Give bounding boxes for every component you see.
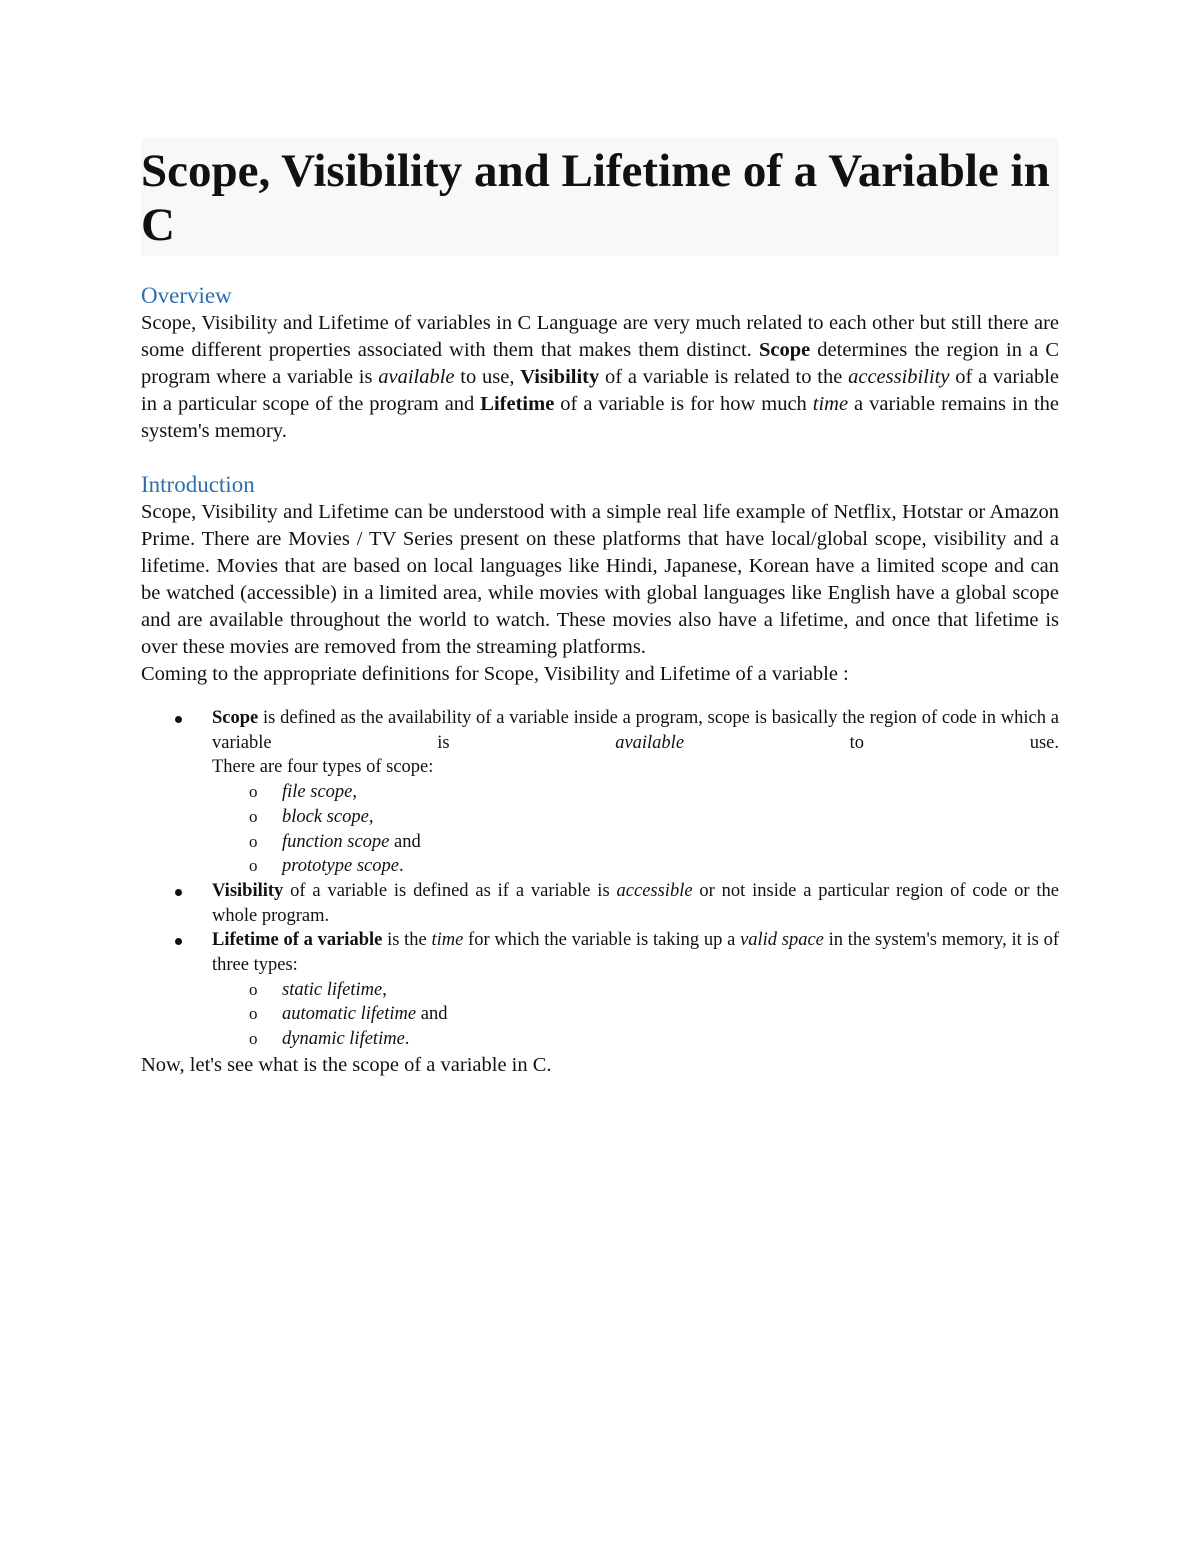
overview-text: of a variable in a particular scope of the program and (141, 366, 1059, 415)
scope-definition-term: Scope (212, 708, 259, 728)
lifetime-definition-text: is the (382, 930, 432, 951)
time-emphasis: time (812, 393, 849, 415)
document-page (141, 138, 1059, 1079)
overview-heading: Overview (141, 283, 232, 308)
lifetime-type-name: automatic lifetime (282, 1004, 417, 1025)
scope-type-name: function scope (282, 831, 390, 852)
list-item (282, 1002, 1059, 1027)
introduction-paragraph: Scope, Visibility and Lifetime can be understood with a simple real life example of Netflix, Hotstar or Amazon Prime. There are Movies / TV Series present on these platforms that have local/global scope, visibility and a lifetime. Movies that are based on local languages like Hindi, Japanese, Korean have a limited scope and can be watched (accessible) in a limited area, while movies with global languages like English have a global scope and are available throughout the world to watch. These movies also have a lifetime, and once that lifetime is over these movies are removed from the streaming platforms. (141, 501, 1059, 658)
list-item (282, 854, 1059, 879)
overview-text: Scope, Visibility and Lifetime of variables in C Language are very much related to each other but still there are some different properties associated with them that makes them distinct. (141, 312, 1059, 361)
list-item (282, 805, 1059, 830)
lifetime-definition-term: Lifetime of a variable (212, 930, 383, 951)
overview-text: of a variable is for how much (554, 393, 813, 415)
scope-type-name: prototype scope (282, 856, 399, 877)
scope-types-intro: There are four types of scope: (212, 757, 434, 778)
list-item (282, 978, 1059, 1003)
visibility-term: Visibility (520, 366, 600, 388)
scope-types-list (212, 780, 1059, 879)
list-item-visibility (212, 879, 1059, 928)
available-emphasis: available (378, 366, 455, 388)
lifetime-type-suffix: , (382, 979, 387, 1000)
lifetime-type-name: static lifetime (282, 979, 383, 1000)
lifetime-type-suffix: . (404, 1029, 410, 1050)
accessibility-emphasis: accessibility (848, 366, 950, 388)
list-item (282, 830, 1059, 855)
scope-type-name: block scope (282, 806, 369, 827)
available-emphasis: available (615, 732, 685, 753)
lifetime-term: Lifetime (480, 393, 555, 415)
page-title: Scope, Visibility and Lifetime of a Variable in C (141, 138, 1059, 256)
lifetime-definition (212, 928, 1059, 977)
overview-paragraph (141, 310, 1059, 445)
lifetime-types-list (212, 978, 1059, 1052)
valid-space-emphasis: valid space (740, 930, 824, 951)
lifetime-definition-text: for which the variable is taking up a (463, 930, 741, 951)
closing-paragraph: Now, let's see what is the scope of a variable in C. (141, 1053, 552, 1076)
scope-type-suffix: and (389, 831, 421, 852)
scope-type-name: file scope (282, 782, 353, 803)
overview-text: to use, (454, 366, 521, 388)
overview-text: of a variable is related to the (599, 366, 849, 388)
scope-definition (212, 706, 1059, 755)
overview-text: determines the region in a C program where a variable is (141, 339, 1059, 388)
scope-type-suffix: , (352, 782, 358, 803)
scope-type-suffix: . (398, 856, 404, 877)
visibility-definition-text: or not inside a particular region of code or the whole program. (212, 880, 1060, 926)
scope-type-suffix: , (368, 806, 374, 827)
definitions-list (141, 706, 1059, 1052)
lifetime-type-suffix: and (416, 1004, 448, 1025)
visibility-definition-text: of a variable is defined as if a variable is (283, 880, 617, 901)
overview-text: a variable remains in the system's memory. (141, 393, 1059, 442)
scope-term: Scope (758, 339, 811, 361)
lifetime-definition-text: in the system's memory, it is of three types: (212, 930, 1059, 976)
time-emphasis: time (431, 930, 464, 951)
introduction-heading: Introduction (141, 472, 255, 497)
accessible-emphasis: accessible (616, 880, 693, 901)
visibility-definition-term: Visibility (212, 880, 284, 901)
list-item-lifetime (212, 928, 1059, 1052)
list-item (282, 780, 1059, 805)
scope-definition-text: to use. (684, 732, 1059, 753)
scope-definition-text: is defined as the availability of a variable inside a program, scope is basically the region of code in which a variable is (212, 708, 1059, 753)
list-item (282, 1027, 1059, 1052)
lifetime-type-name: dynamic lifetime (282, 1029, 405, 1050)
list-item-scope (212, 706, 1059, 879)
definitions-intro: Coming to the appropriate definitions for Scope, Visibility and Lifetime of a variable : (141, 663, 849, 685)
